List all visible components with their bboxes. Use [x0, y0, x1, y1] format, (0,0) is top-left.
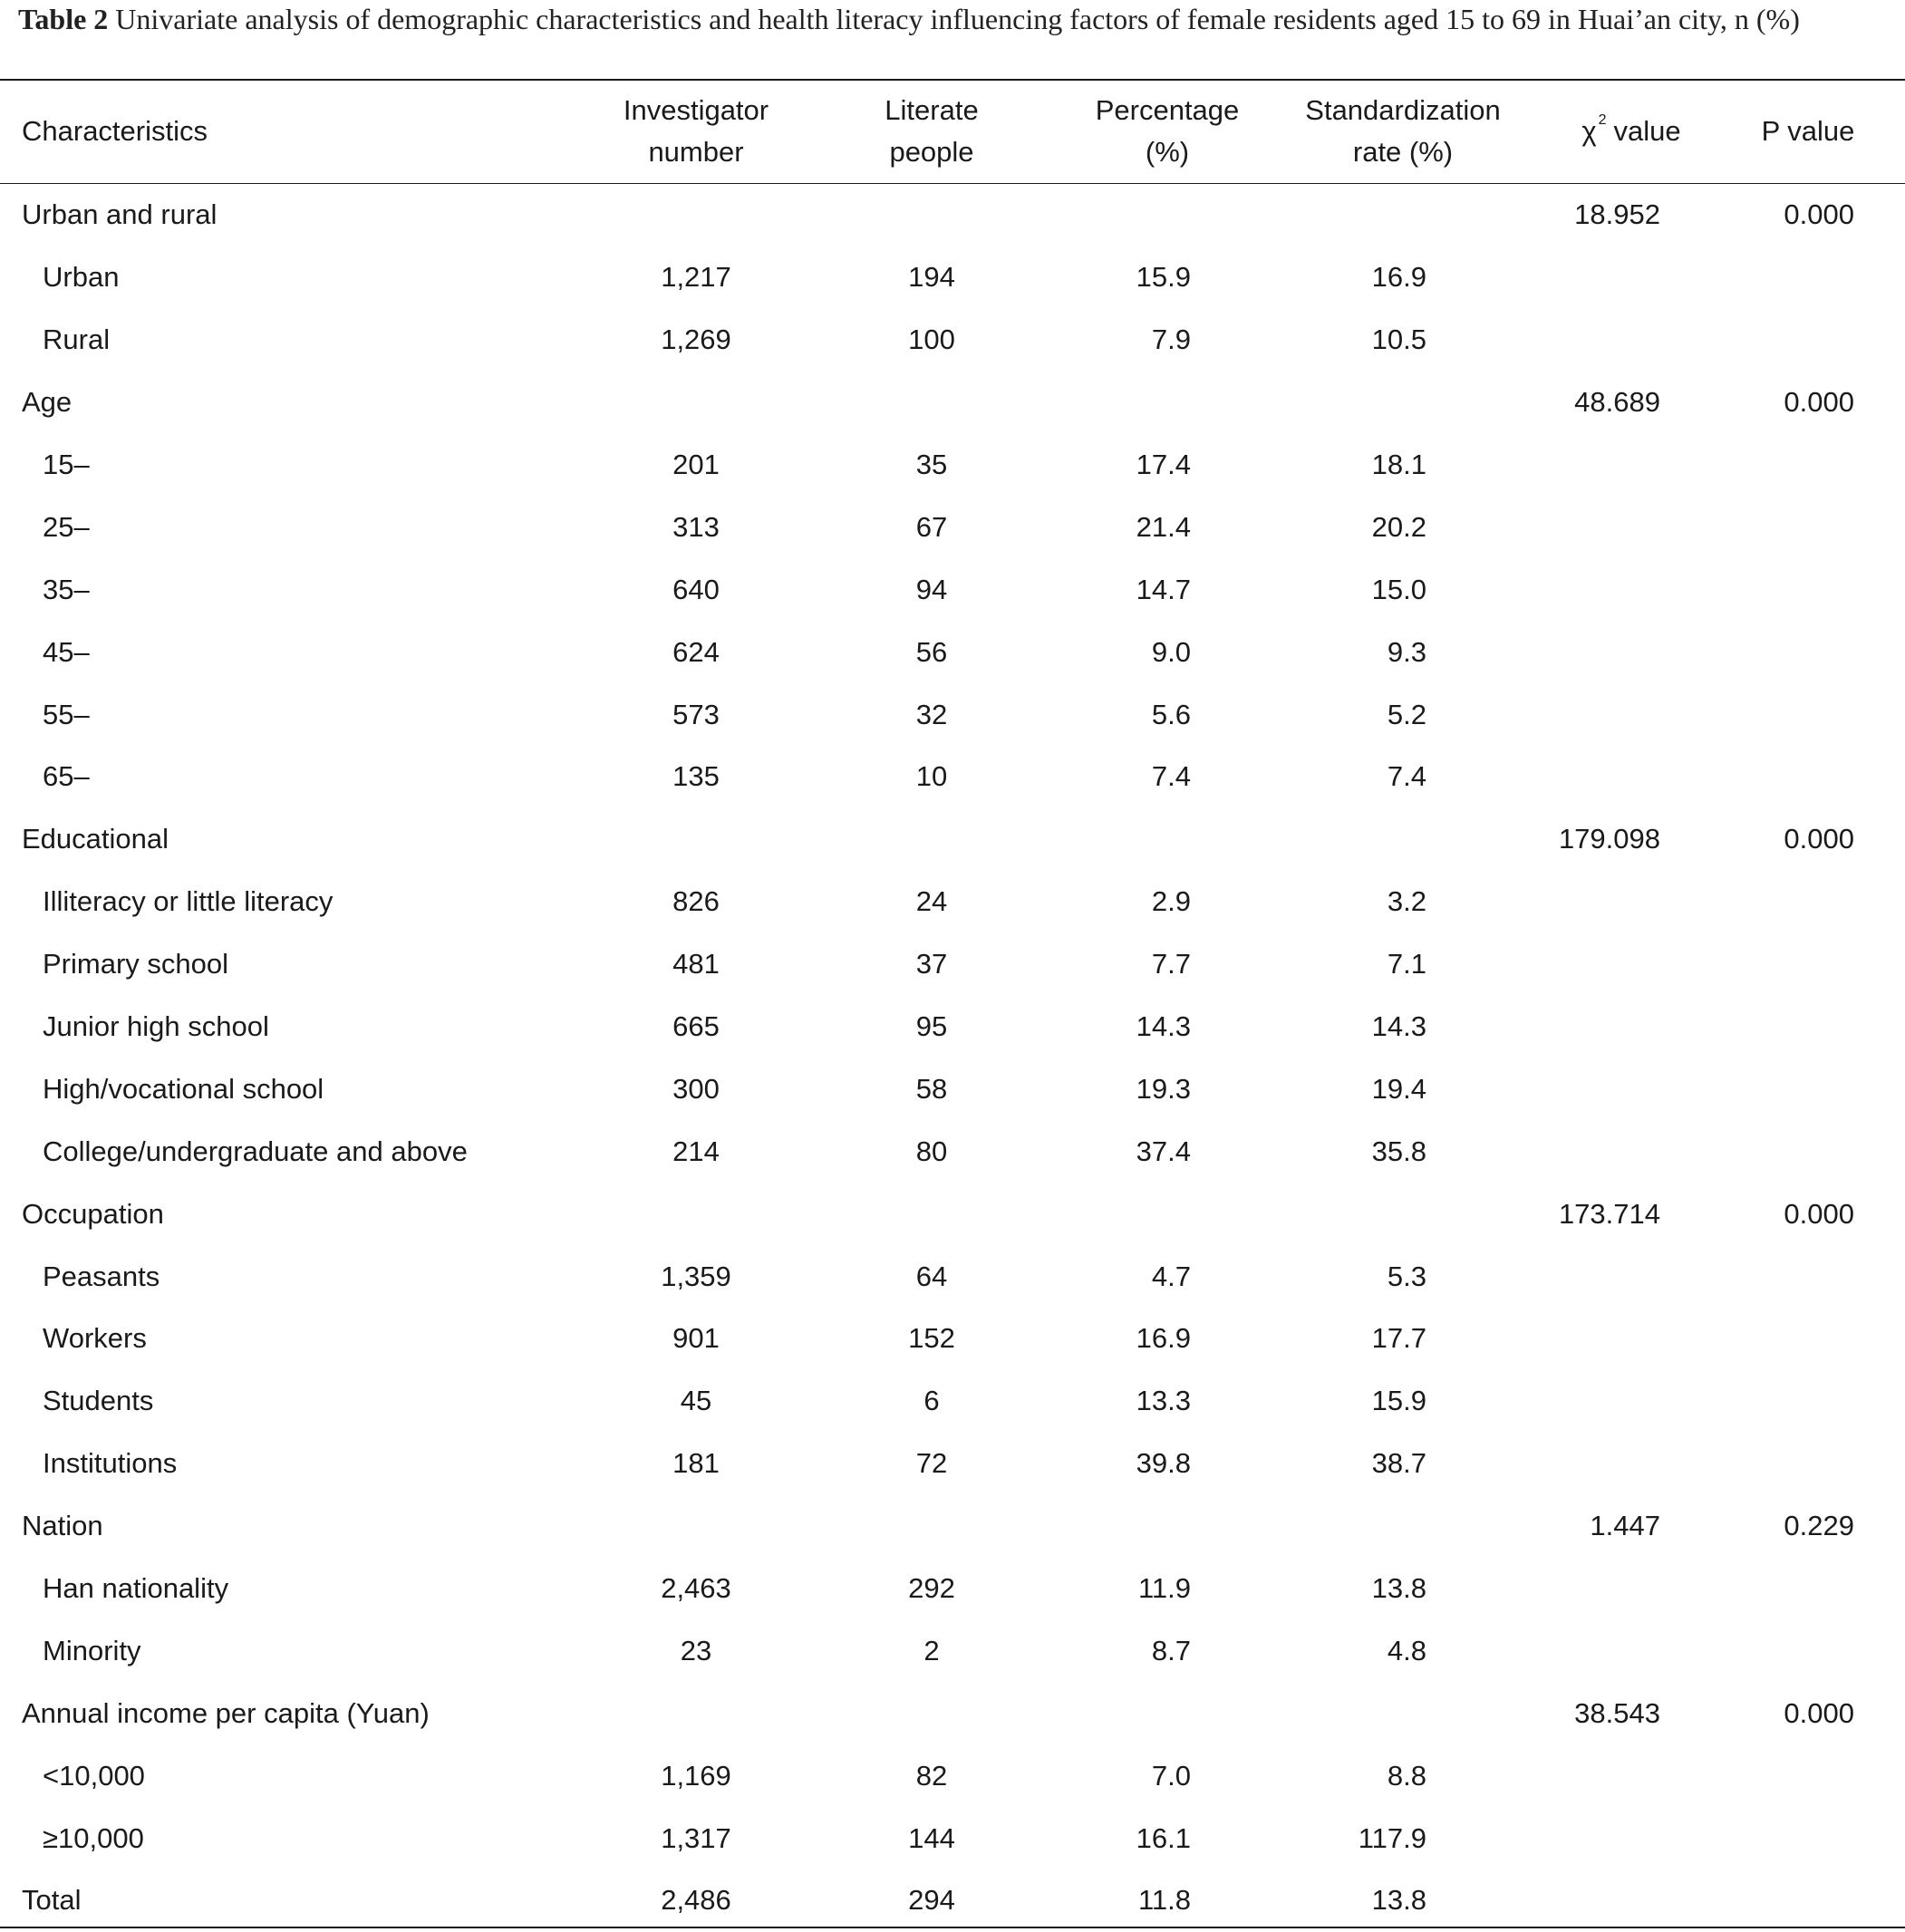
chi-symbol: χ	[1581, 115, 1597, 147]
cell-literate-people: 95	[915, 1010, 948, 1043]
cell-investigator-number: 901	[672, 1322, 720, 1355]
cell-investigator-number: 665	[672, 1010, 720, 1043]
cell-percentage: 7.7	[1151, 948, 1191, 980]
header-row	[0, 80, 1905, 183]
cell-literate-people: 194	[908, 261, 955, 294]
cell-characteristic: Rural	[43, 324, 111, 356]
cell-standardization-rate: 19.4	[1371, 1072, 1426, 1105]
table-row	[0, 1120, 1905, 1183]
cell-standardization-rate: 117.9	[1358, 1821, 1426, 1854]
table-row	[0, 558, 1905, 621]
cell-literate-people: 35	[915, 449, 948, 480]
cell-investigator-number: 1,169	[661, 1759, 731, 1792]
cell-literate-people: 72	[915, 1447, 948, 1480]
cell-p-value: 0.000	[1784, 198, 1854, 231]
header-literate-people: Literate people	[885, 94, 979, 168]
cell-percentage: 5.6	[1151, 698, 1191, 730]
cell-chi-square-value: 173.714	[1558, 1197, 1660, 1230]
cell-p-value: 0.000	[1784, 386, 1854, 419]
table-row	[0, 1245, 1905, 1308]
cell-p-value: 0.229	[1784, 1510, 1854, 1542]
cell-literate-people: 32	[915, 698, 948, 730]
cell-investigator-number: 181	[672, 1447, 720, 1480]
cell-characteristic: Han nationality	[43, 1572, 229, 1605]
table-row	[0, 1370, 1905, 1433]
table-row	[0, 1807, 1905, 1869]
cell-standardization-rate: 16.9	[1371, 261, 1426, 294]
cell-investigator-number: 1,359	[661, 1260, 731, 1292]
cell-investigator-number: 300	[672, 1072, 720, 1105]
group-row	[0, 808, 1905, 871]
cell-characteristic: Institutions	[43, 1447, 178, 1480]
table-row	[0, 1619, 1905, 1682]
cell-percentage: 7.4	[1151, 760, 1191, 793]
cell-percentage: 4.7	[1151, 1260, 1191, 1292]
cell-characteristic: High/vocational school	[43, 1072, 324, 1105]
header-characteristics: Characteristics	[22, 115, 208, 147]
data-table	[0, 80, 1905, 1917]
group-row	[0, 1682, 1905, 1744]
cell-investigator-number: 1,317	[661, 1821, 731, 1854]
cell-percentage: 2.9	[1151, 885, 1191, 918]
chi-value-label: value	[1613, 115, 1681, 147]
cell-investigator-number: 45	[680, 1385, 712, 1417]
table-row	[0, 933, 1905, 996]
cell-investigator-number: 214	[672, 1135, 720, 1167]
table-row	[0, 1744, 1905, 1807]
cell-literate-people: 10	[915, 760, 948, 793]
cell-investigator-number: 573	[672, 698, 720, 730]
cell-percentage: 39.8	[1136, 1447, 1191, 1480]
cell-standardization-rate: 8.8	[1387, 1759, 1426, 1792]
table-row	[0, 1558, 1905, 1620]
cell-literate-people: 100	[908, 324, 955, 356]
group-row	[0, 184, 1905, 246]
cell-characteristic: Urban and rural	[22, 198, 218, 231]
caption-text: Univariate analysis of demographic characteristics and health literacy influencing factors of female residents aged 15 to 69 in Huai’an city, n (%)	[108, 3, 1800, 35]
cell-chi-square-value: 1.447	[1590, 1510, 1660, 1542]
table-row	[0, 996, 1905, 1058]
cell-standardization-rate: 13.8	[1371, 1572, 1426, 1605]
header-p-value: P value	[1761, 115, 1855, 147]
cell-characteristic: Illiteracy or little literacy	[43, 885, 334, 918]
cell-literate-people: 292	[908, 1572, 955, 1605]
cell-standardization-rate: 3.2	[1387, 885, 1426, 918]
cell-standardization-rate: 15.0	[1371, 573, 1426, 605]
cell-characteristic: Peasants	[43, 1260, 160, 1292]
cell-characteristic: <10,000	[43, 1759, 145, 1792]
table-row	[0, 246, 1905, 309]
cell-literate-people: 6	[923, 1385, 940, 1417]
cell-standardization-rate: 7.4	[1387, 760, 1426, 793]
cell-investigator-number: 23	[680, 1634, 712, 1666]
cell-characteristic: 55–	[43, 698, 90, 730]
cell-standardization-rate: 35.8	[1371, 1135, 1426, 1167]
cell-percentage: 14.7	[1136, 573, 1191, 605]
cell-characteristic: College/undergraduate and above	[43, 1135, 468, 1167]
cell-literate-people: 152	[908, 1322, 955, 1355]
cell-percentage: 13.3	[1136, 1385, 1191, 1417]
cell-p-value: 0.000	[1784, 1696, 1854, 1729]
table-row	[0, 1058, 1905, 1120]
cell-standardization-rate: 10.5	[1371, 324, 1426, 356]
cell-percentage: 16.9	[1136, 1322, 1191, 1355]
cell-standardization-rate: 15.9	[1371, 1385, 1426, 1417]
cell-percentage: 7.0	[1151, 1759, 1191, 1792]
cell-percentage: 21.4	[1136, 510, 1191, 543]
cell-literate-people: 67	[915, 510, 948, 543]
cell-investigator-number: 2,463	[661, 1572, 731, 1605]
cell-characteristic: 45–	[43, 635, 90, 668]
header-standardization-rate: Standardization rate (%)	[1305, 94, 1501, 168]
cell-chi-square-value: 48.689	[1574, 386, 1660, 419]
cell-percentage: 15.9	[1136, 261, 1191, 294]
cell-literate-people: 37	[915, 948, 948, 980]
table-body	[0, 184, 1905, 1932]
chi-superscript: 2	[1598, 112, 1607, 128]
cell-characteristic: Annual income per capita (Yuan)	[22, 1696, 430, 1729]
table-caption	[18, 0, 1885, 39]
cell-p-value: 0.000	[1784, 823, 1854, 855]
cell-p-value: 0.000	[1784, 1197, 1854, 1230]
cell-standardization-rate: 14.3	[1371, 1010, 1426, 1043]
table-row	[0, 746, 1905, 808]
total-row	[0, 1869, 1905, 1932]
cell-literate-people: 294	[908, 1884, 955, 1917]
cell-characteristic: Nation	[22, 1510, 103, 1542]
header-investigator-number: Investigator number	[623, 94, 769, 168]
cell-investigator-number: 1,269	[661, 324, 731, 356]
cell-chi-square-value: 18.952	[1574, 198, 1660, 231]
cell-characteristic: Workers	[43, 1322, 147, 1355]
cell-percentage: 11.9	[1137, 1572, 1191, 1605]
cell-investigator-number: 1,217	[661, 261, 731, 294]
table-row	[0, 1308, 1905, 1370]
cell-percentage: 9.0	[1151, 635, 1191, 668]
cell-standardization-rate: 9.3	[1387, 635, 1426, 668]
cell-characteristic: 15–	[43, 449, 90, 480]
cell-characteristic: Urban	[43, 261, 120, 294]
cell-percentage: 7.9	[1151, 324, 1191, 356]
table-row	[0, 496, 1905, 558]
cell-standardization-rate: 5.2	[1387, 698, 1426, 730]
cell-characteristic: 25–	[43, 510, 90, 543]
cell-investigator-number: 313	[672, 510, 720, 543]
cell-characteristic: 35–	[43, 573, 90, 605]
cell-percentage: 14.3	[1136, 1010, 1191, 1043]
cell-characteristic: Occupation	[22, 1197, 164, 1230]
cell-investigator-number: 201	[672, 449, 720, 480]
cell-literate-people: 82	[915, 1759, 948, 1792]
cell-characteristic: 65–	[43, 760, 90, 793]
table-row	[0, 309, 1905, 372]
cell-literate-people: 24	[915, 885, 948, 918]
cell-characteristic: Educational	[22, 823, 169, 855]
cell-literate-people: 144	[908, 1821, 955, 1854]
cell-literate-people: 56	[915, 635, 948, 668]
cell-literate-people: 64	[915, 1260, 948, 1292]
cell-literate-people: 94	[915, 573, 948, 605]
cell-literate-people: 80	[915, 1135, 948, 1167]
cell-investigator-number: 826	[672, 885, 720, 918]
cell-characteristic: Primary school	[43, 948, 228, 980]
caption-label: Table 2	[18, 3, 109, 35]
cell-percentage: 8.7	[1151, 1634, 1191, 1666]
cell-standardization-rate: 7.1	[1387, 948, 1426, 980]
cell-percentage: 16.1	[1136, 1821, 1191, 1854]
cell-characteristic: Minority	[43, 1634, 141, 1666]
table-row	[0, 434, 1905, 497]
cell-characteristic: Age	[22, 386, 73, 419]
table-row	[0, 683, 1905, 746]
cell-characteristic: Students	[43, 1385, 154, 1417]
cell-standardization-rate: 13.8	[1371, 1884, 1426, 1917]
cell-investigator-number: 2,486	[661, 1884, 731, 1917]
cell-percentage: 37.4	[1136, 1135, 1191, 1167]
group-row	[0, 1183, 1905, 1245]
table-row	[0, 621, 1905, 683]
cell-investigator-number: 481	[672, 948, 720, 980]
group-row	[0, 372, 1905, 434]
table-row	[0, 1433, 1905, 1495]
cell-chi-square-value: 179.098	[1558, 823, 1660, 855]
cell-percentage: 17.4	[1136, 449, 1191, 480]
header-chi-square-value	[1541, 80, 1722, 183]
cell-literate-people: 2	[923, 1634, 940, 1666]
cell-percentage: 19.3	[1136, 1072, 1191, 1105]
cell-investigator-number: 135	[672, 760, 720, 793]
cell-characteristic: Junior high school	[43, 1010, 269, 1043]
cell-investigator-number: 624	[672, 635, 720, 668]
cell-characteristic: ≥10,000	[43, 1821, 144, 1854]
cell-standardization-rate: 5.3	[1387, 1260, 1426, 1292]
cell-standardization-rate: 20.2	[1371, 510, 1426, 543]
cell-chi-square-value: 38.543	[1574, 1696, 1660, 1729]
cell-characteristic: Total	[22, 1884, 82, 1917]
header-percentage: Percentage (%)	[1095, 94, 1240, 168]
cell-investigator-number: 640	[672, 573, 720, 605]
cell-standardization-rate: 18.1	[1371, 449, 1426, 480]
cell-standardization-rate: 17.7	[1371, 1322, 1426, 1355]
cell-standardization-rate: 4.8	[1387, 1634, 1426, 1666]
cell-literate-people: 58	[915, 1072, 948, 1105]
table-row	[0, 871, 1905, 933]
cell-standardization-rate: 38.7	[1371, 1447, 1426, 1480]
group-row	[0, 1495, 1905, 1558]
cell-percentage: 11.8	[1137, 1884, 1191, 1917]
